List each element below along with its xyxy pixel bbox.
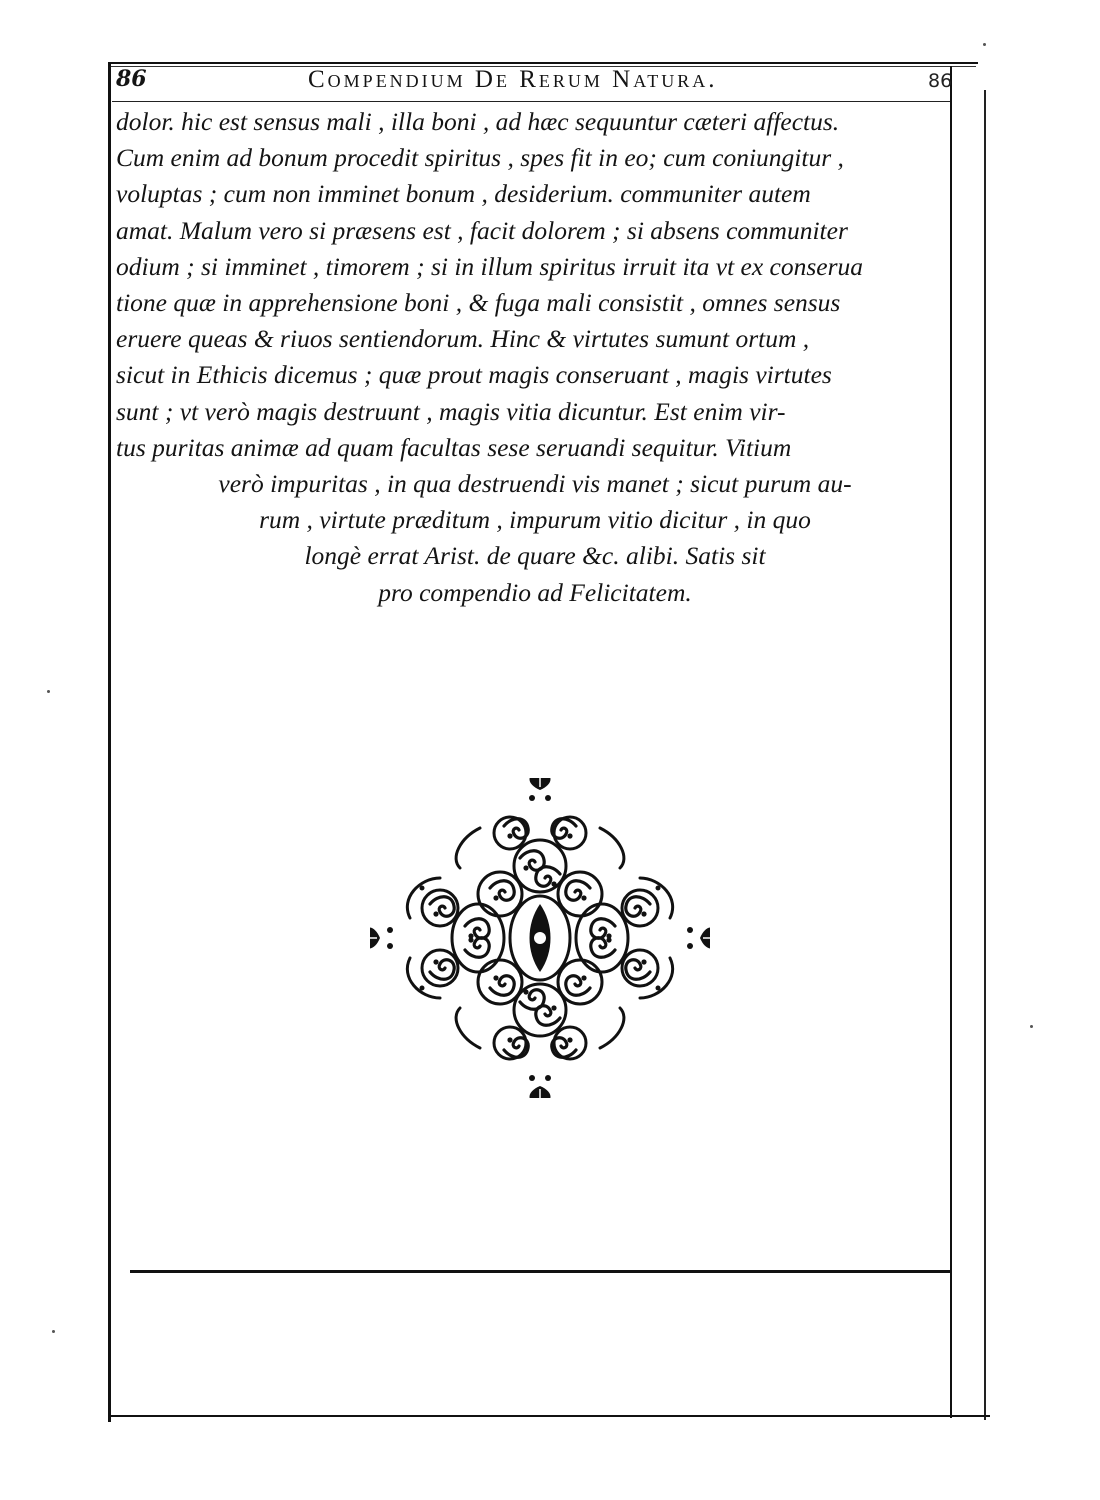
text-line: tione quæ in apprehensione boni , & fuga mali consistit , omnes sensus [116,288,841,318]
ornamental-tailpiece-icon [370,778,710,1098]
header-rule [112,101,950,102]
print-speck [1030,1025,1033,1028]
running-head: Compendium De Rerum Natura. [308,66,718,93]
top-frame-rule [108,62,978,64]
centered-text-line: pro compendio ad Felicitatem. [378,577,692,607]
text-line: odium ; si imminet , timorem ; si in illum spiritus irruit ita vt ex conserua [116,251,864,281]
centered-text-line: rum , virtute præditum , impurum vitio dicitur , in quo [259,505,811,535]
centered-text-line: verò impuritas , in qua destruendi vis manet ; sicut purum au- [218,469,852,499]
print-speck [52,1330,55,1333]
text-line: sunt ; vt verò magis destruunt , magis vitia dicuntur. Est enim vir- [116,396,786,426]
page-number-left: 86 [116,66,147,92]
left-frame-rule [108,62,111,1422]
bottom-frame-rule [110,1415,990,1417]
page-number-right: 86 [928,70,953,92]
page-header [112,66,952,100]
body-text [116,104,954,611]
print-speck [983,43,986,46]
text-line: Cum enim ad bonum procedit spiritus , spes fit in eo; cum coniungitur , [116,143,844,173]
text-line: tus puritas animæ ad quam facultas sese seruandi sequitur. Vitium [116,432,792,462]
text-line: eruere queas & riuos sentiendorum. Hinc & virtutes sumunt ortum , [116,324,810,354]
text-line: amat. Malum vero si præsens est , facit dolorem ; si absens communiter [116,215,848,245]
centered-text-line: longè errat Arist. de quare &c. alibi. Satis sit [304,541,766,571]
print-speck [47,690,50,693]
text-line: voluptas ; cum non imminet bonum , desiderium. communiter autem [116,179,811,209]
outer-right-frame-rule [984,90,986,1420]
text-line: dolor. hic est sensus mali , illa boni , ad hæc sequuntur cæteri affectus. [116,107,840,136]
lower-divider-rule [130,1270,952,1273]
text-line: sicut in Ethicis dicemus ; quæ prout magis conseruant , magis virtutes [116,360,832,390]
